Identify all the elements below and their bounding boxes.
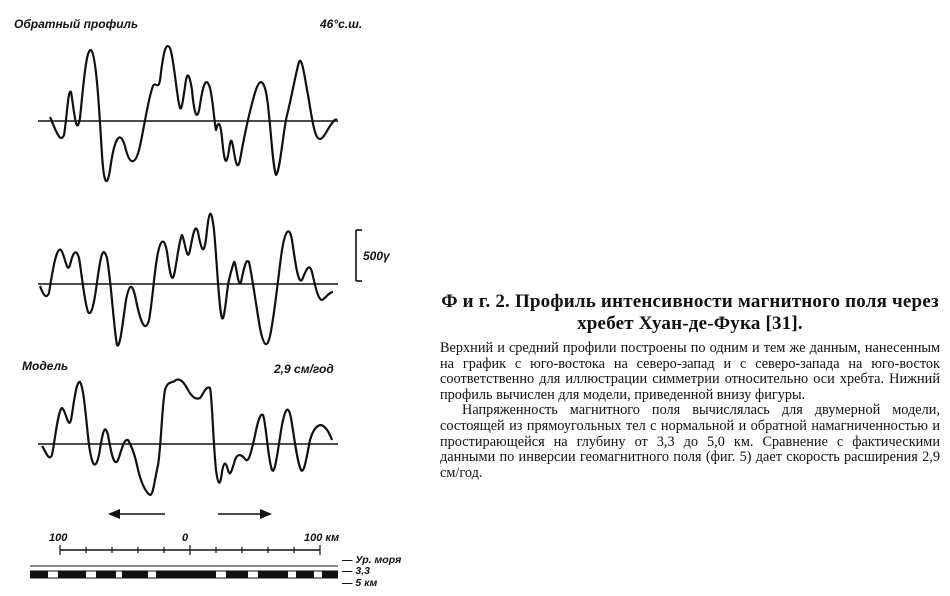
depth-sea-level-label: — Ур. моря <box>342 554 402 566</box>
model-profile-curve <box>42 379 332 495</box>
rate-label: 2,9 см/год <box>274 362 334 376</box>
scale-left-label: 100 <box>49 532 68 544</box>
scale-center-label: 0 <box>182 532 189 544</box>
scale-label: 500γ <box>363 249 390 263</box>
model-label: Модель <box>22 359 69 373</box>
scale-right-label: 100 км <box>304 532 340 544</box>
magnetization-blocks <box>30 571 338 578</box>
caption-paragraph-1: Верхний и средний профили построены по одним и тем же данным, нанесенным на график с юго-востока на северо-запад и с северо-запада на юго-восток соответственно для иллюстрации симметрии относительно оси хребта. Нижний профиль вычислен для модели, приведенной внизу фигуры. <box>440 340 940 403</box>
caption-title: Ф и г. 2. Профиль интенсивности магнитного поля через хребет Хуан-де-Фука [31]. <box>441 291 939 334</box>
top-profile-curve <box>50 46 337 181</box>
depth-5-label: — 5 км <box>342 577 378 589</box>
latitude-label: 46°с.ш. <box>320 17 363 31</box>
caption-paragraph-2: Напряженность магнитного поля вычислялась для двумерной модели, состоящей из прямоугольных тел с нормальной и обратной намагниченностью и простирающейся на глубину от 3,3 до 5,0 км. Сравнение с фактическими данными по инверсии геомагнитного поля (фиг. 5) дает скорость расширения 2,9 см/год. <box>440 402 940 481</box>
figure-caption <box>440 291 940 481</box>
middle-profile-curve <box>40 214 333 346</box>
depth-33-label: — 3,3 <box>342 565 371 577</box>
reverse-profile-label: Обратный профиль <box>14 17 139 31</box>
